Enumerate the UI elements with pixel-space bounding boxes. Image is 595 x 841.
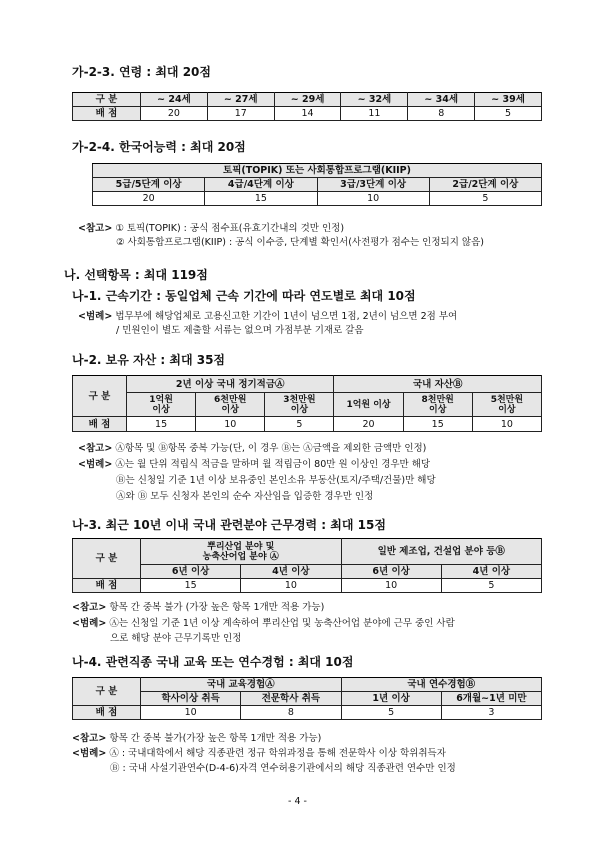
example-text: 으로 해당 분야 근무기록만 인정 [110,633,242,644]
table-group-header: 국내 교육경험Ⓐ [141,678,342,692]
table-header-cell: 전문학사 취득 [241,692,341,706]
table-header-cell: 3급/3단계 이상 [317,178,429,192]
table-row [73,565,542,579]
example-label: <범례> [72,748,107,759]
example-label: <범례> [78,459,113,470]
table-cell: 15 [403,417,472,432]
cell-line: 이상 [498,404,516,415]
cell-line: 1억원 이상 [346,399,391,410]
table-header-cell [196,393,265,417]
table-cell: 11 [341,107,408,121]
table-row-label: 배 점 [73,107,141,121]
cell-line: 이상 [290,404,309,415]
table-row [73,706,542,720]
example-label: <범례> [78,311,113,322]
table-row [93,178,542,192]
table-cell: 10 [196,417,265,432]
section-education-title: 나-4. 관련직종 국내 교육 또는 연수경험 : 최대 10점 [72,655,354,669]
table-header-cell [403,393,472,417]
example-label: <범례> [72,618,107,629]
table-row [73,107,542,121]
section-tenure-title: 나-1. 근속기간 : 동일업체 근속 기간에 따라 연도별로 최대 10점 [72,289,416,303]
note-label: <참고> [78,223,113,234]
table-cell: 10 [472,417,541,432]
tenure-example [78,310,457,324]
age-table [72,92,542,121]
table-cell: 5 [265,417,334,432]
table-group-header: 일반 제조업, 건설업 분야 등Ⓑ [341,539,542,565]
table-cell: 5 [429,192,541,206]
note-text: Ⓐ항목 및 Ⓑ항목 중복 가능(단, 이 경우 Ⓑ는 Ⓐ금액을 제외한 금액만 인정) [115,443,427,454]
note-label: <참고> [78,443,113,454]
assets-table [72,375,542,432]
table-cell: 20 [141,107,208,121]
table-header-cell: 6년 이상 [141,565,241,579]
page-number: - 4 - [288,796,307,807]
note-label: <참고> [72,602,107,613]
section-korean-title: 가-2-4. 한국어능력 : 최대 20점 [72,140,246,154]
table-row-header: 구 분 [73,376,127,417]
table-row [73,678,542,692]
example-text: Ⓐ와 Ⓑ 모두 신청자 본인의 순수 자산임을 입증한 경우만 인정 [116,491,374,502]
cell-line: 3천만원 [283,394,316,405]
table-cell: 20 [93,192,205,206]
table-header-cell: 구 분 [73,93,141,107]
assets-note [78,442,426,456]
example-text: Ⓑ : 국내 사설기관연수(D-4-6)자격 연수허용기관에서의 해당 직종관련 연수만 인정 [110,763,456,774]
example-text: Ⓐ는 월 단위 적립식 적금을 말하며 월 적립금이 80만 원 이상인 경우만 해당 [115,459,431,470]
table-header-cell: 4년 이상 [441,565,541,579]
table-header-cell [127,393,196,417]
table-header-cell: ~ 34세 [408,93,475,107]
assets-example [78,458,430,472]
table-header-cell [472,393,541,417]
table-cell: 5 [341,706,441,720]
table-cell: 10 [241,579,341,593]
example-text: Ⓑ는 신청일 기준 1년 이상 보유중인 본인소유 부동산(토지/주택/건물)만 해당 [116,475,436,486]
education-note [72,732,321,746]
education-example [72,747,446,761]
table-row [73,376,542,393]
cell-line: 이상 [221,404,239,415]
table-header-cell: 6년 이상 [341,565,441,579]
note-text: ② 사회통합프로그램(KIIP) : 공식 이수증, 단계별 확인서(사전평가 점수는 인정되지 않음) [116,237,484,248]
table-cell: 15 [141,579,241,593]
note-label: <참고> [72,733,107,744]
table-header-cell: 4급/4단계 이상 [205,178,317,192]
table-cell: 10 [141,706,241,720]
table-row-label: 배 점 [73,579,141,593]
table-header-cell [334,393,403,417]
korean-table [92,163,542,206]
cell-line: 1억원 [149,394,173,405]
cell-line: 6천만원 [214,394,247,405]
education-table [72,677,542,720]
table-header-cell: 2급/2단계 이상 [429,178,541,192]
table-row [73,539,542,565]
table-cell: 5 [475,107,542,121]
table-cell: 20 [334,417,403,432]
table-header-cell: ~ 39세 [475,93,542,107]
section-optional-title: 나. 선택항목 : 최대 119점 [64,268,208,282]
table-cell: 8 [408,107,475,121]
table-row [73,93,542,107]
table-group-header: 국내 자산Ⓑ [334,376,542,393]
table-header-cell: ~ 29세 [274,93,341,107]
example-text: Ⓐ : 국내대학에서 해당 직종관련 정규 학위과정을 통해 전문학사 이상 학위취득자 [109,748,446,759]
note-text: 항목 간 중복 불가(가장 높은 항목 1개만 적용 가능) [109,733,322,744]
table-row-header: 구 분 [73,539,141,579]
table-row-label: 배 점 [73,417,127,432]
table-header-cell: 1년 이상 [341,692,441,706]
career-example [72,617,455,631]
career-note [72,601,324,615]
table-row [73,579,542,593]
example-text: / 민원인이 별도 제출할 서류는 없으며 가점부분 기재로 갈음 [116,325,364,336]
table-header-cell [265,393,334,417]
section-age-title: 가-2-3. 연령 : 최대 20점 [72,65,211,79]
table-header-cell: ~ 27세 [207,93,274,107]
note-text: 항목 간 중복 불가 (가장 높은 항목 1개만 적용 가능) [109,602,325,613]
table-cell: 15 [205,192,317,206]
table-group-header: 토픽(TOPIK) 또는 사회통합프로그램(KIIP) [93,164,542,178]
cell-line: 8천만원 [421,394,454,405]
table-cell: 17 [207,107,274,121]
korean-note [78,222,344,236]
table-cell: 8 [241,706,341,720]
table-header-cell: ~ 24세 [141,93,208,107]
cell-line: 뿌리산업 분야 및 [207,541,275,552]
section-career-title: 나-3. 최근 10년 이내 국내 관련분야 근무경력 : 최대 15점 [72,518,386,532]
career-table [72,538,542,593]
table-row [93,192,542,206]
table-group-header [141,539,342,565]
example-text: 법무부에 해당업체로 고용신고한 기간이 1년이 넘으면 1점, 2년이 넘으면 2점 부여 [115,311,458,322]
table-group-header: 국내 연수경험Ⓑ [341,678,542,692]
cell-line: 이상 [429,404,447,415]
table-group-header: 2년 이상 국내 정기적금Ⓐ [127,376,334,393]
table-row [73,417,542,432]
note-text: ① 토픽(TOPIK) : 공식 점수표(유효기간내의 것만 인정) [115,223,345,234]
table-header-cell: 5급/5단계 이상 [93,178,205,192]
table-row [73,692,542,706]
table-header-cell: 6개월~1년 미만 [441,692,541,706]
table-row-header: 구 분 [73,678,141,706]
cell-line: 이상 [152,404,170,415]
table-row [73,393,542,417]
cell-line: 농축산어업 분야 Ⓐ [202,551,279,562]
section-assets-title: 나-2. 보유 자산 : 최대 35점 [72,353,226,367]
table-header-cell: 학사이상 취득 [141,692,241,706]
table-cell: 14 [274,107,341,121]
table-cell: 10 [341,579,441,593]
table-header-cell: ~ 32세 [341,93,408,107]
table-cell: 15 [127,417,196,432]
example-text: Ⓐ는 신청일 기준 1년 이상 계속하여 뿌리산업 및 농축산어업 분야에 근무 중인 사람 [109,618,455,629]
table-cell: 3 [441,706,541,720]
table-row-label: 배 점 [73,706,141,720]
table-header-cell: 4년 이상 [241,565,341,579]
table-cell: 10 [317,192,429,206]
cell-line: 5천만원 [490,394,524,405]
table-cell: 5 [441,579,541,593]
table-row [93,164,542,178]
